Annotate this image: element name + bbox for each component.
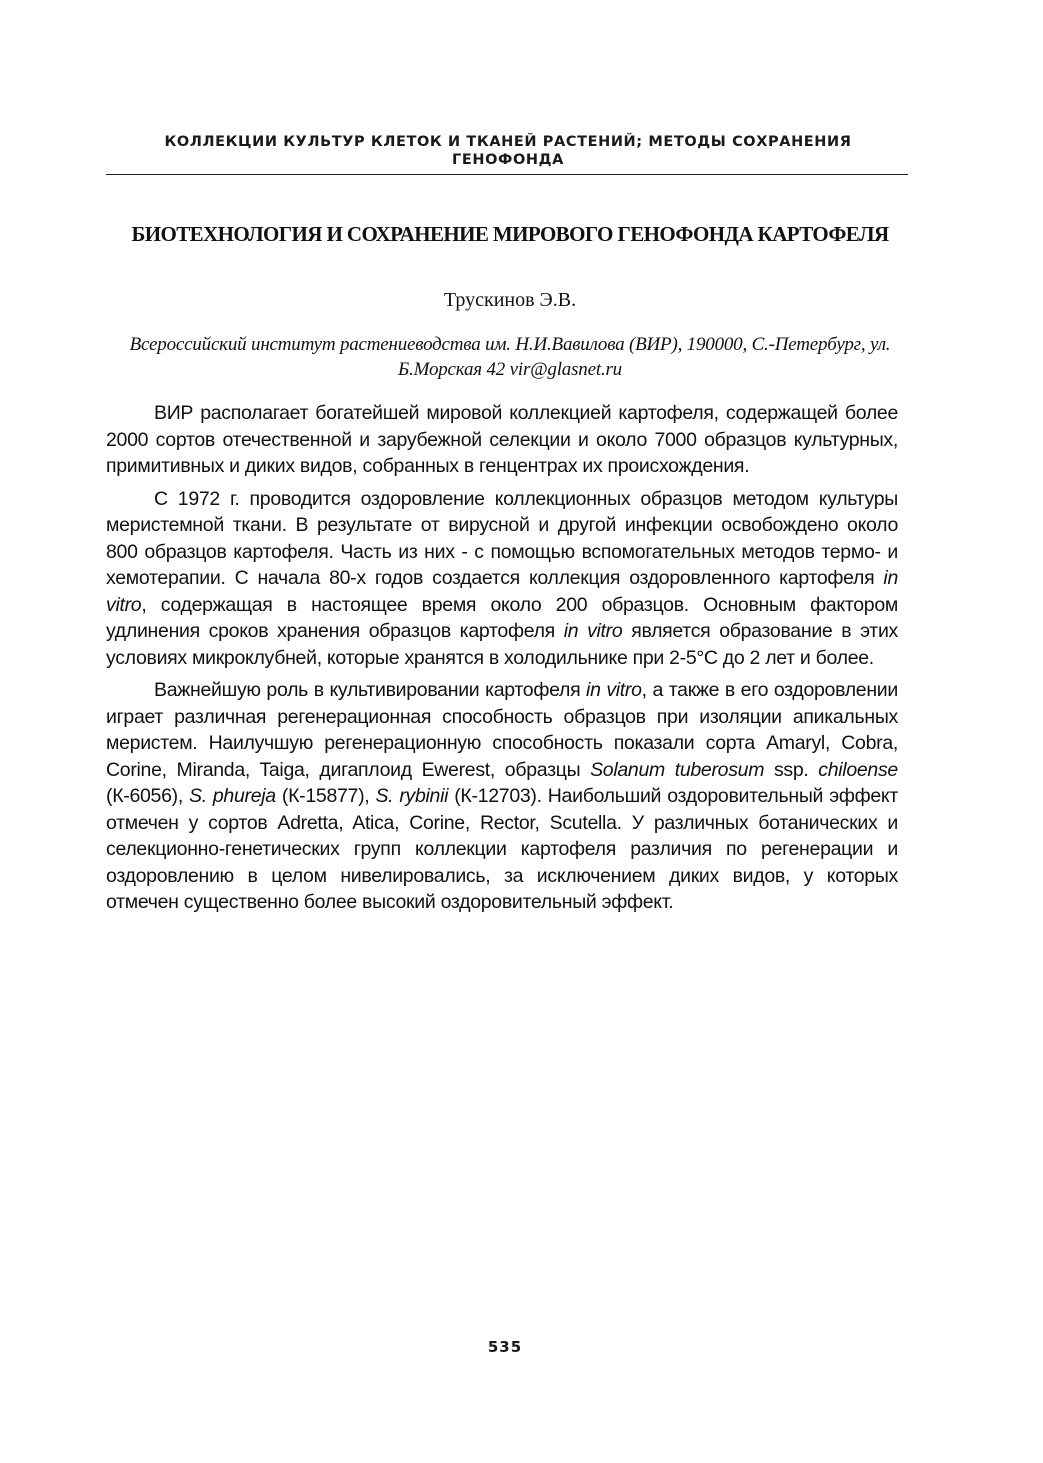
paragraph-2 — [106, 486, 898, 672]
species-name: Solanum tuberosum — [590, 758, 765, 781]
text-run: С 1972 г. проводится оздоровление коллекционных образцов методом культуры меристемной ткани. В результате от вирусной и другой инфекции освобождено около 800 образцов картофеля. Часть из них - с помощью вспомогательных методов термо- и хемотерапии. С начала 80-х годов создается коллекция оздоровленного картофеля — [106, 487, 898, 589]
text-run: (К-6056), — [106, 785, 189, 807]
text-run: , содержащая в настоящее время около 200 образцов. Основным фактором удлинения сроков хранения образцов картофеля — [106, 593, 898, 642]
article-author: Трускинов Э.В. — [443, 289, 577, 311]
article-title: БИОТЕХНОЛОГИЯ И СОХРАНЕНИЕ МИРОВОГО ГЕНОФОНДА КАРТОФЕЛЯ — [131, 222, 889, 246]
species-name: S. phureja — [189, 785, 276, 807]
subspecies-name: chiloense — [818, 758, 898, 781]
article-body — [106, 400, 898, 922]
latin-term: in vitro — [586, 679, 642, 701]
header-rule — [106, 174, 908, 175]
text-run: является образование в этих условиях микроклубней, которые хранятся в холодильнике при 2-5°С до 2 лет и более. — [106, 620, 898, 669]
text-run: Важнейшую роль в культивировании картофеля — [154, 679, 587, 701]
paragraph-1: ВИР располагает богатейшей мировой коллекцией картофеля, содержащей более 2000 сортов отечественной и зарубежной селекции и около 7000 образцов культурных, примитивных и диких видов, собранных в генцентрах их происхождения. — [106, 402, 898, 477]
latin-term: in vitro — [563, 620, 623, 642]
text-run: , а также в его оздоровлении играет различная регенерационная способность образцов при изоляции апикальных меристем. Наилучшую регенерационную способность показали сорта Amaryl, Cobra, Corine, Miranda, Taiga, дигаплоид Ewerest, образцы — [106, 679, 898, 781]
page-number: 535 — [487, 1338, 523, 1356]
text-run: ssp. — [764, 758, 819, 781]
text-run: (К-15877), — [275, 785, 376, 807]
paragraph-3 — [106, 677, 898, 916]
text-run: (К-12703). Наибольший оздоровительный эффект отмечен у сортов Adretta, Atica, Corine, Rector, Scutella. У различных ботанических и селекционно-генетических групп коллекции картофеля различия по регенерации и оздоровлению в целом нивелировались, за исключением диких видов, у которых отмечен существенно более высокий оздоровительный эффект. — [106, 785, 898, 913]
author-affiliation: Всероссийский институт растениеводства им. Н.И.Вавилова (ВИР), 190000, С.-Петербург, ул. Б.Морская 42 vir@glasnet.ru — [129, 334, 891, 380]
species-name: S. rybinii — [375, 785, 449, 807]
running-head: КОЛЛЕКЦИИ КУЛЬТУР КЛЕТОК И ТКАНЕЙ РАСТЕНИЙ; МЕТОДЫ СОХРАНЕНИЯ ГЕНОФОНДА — [164, 134, 852, 168]
latin-term: in vitro — [106, 567, 898, 616]
